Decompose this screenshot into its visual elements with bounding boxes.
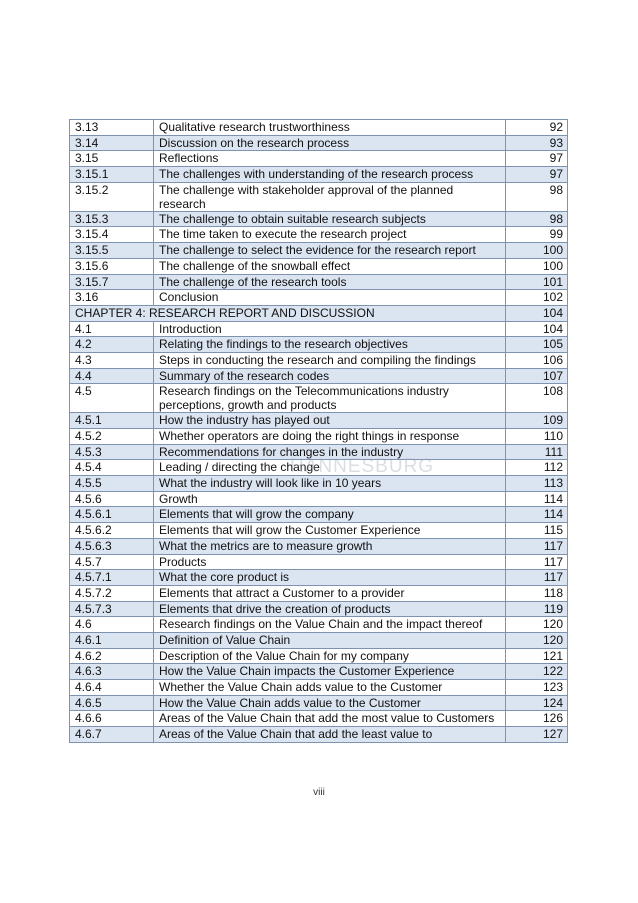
section-number: 4.5.3 [70, 444, 154, 460]
page-ref: 113 [506, 476, 568, 492]
toc-chapter-row [70, 305, 568, 321]
section-title: The challenge with stakeholder approval of the planned research [154, 182, 506, 211]
page-ref: 102 [506, 290, 568, 306]
section-number: 3.16 [70, 290, 154, 306]
section-title: Elements that attract a Customer to a provider [154, 585, 506, 601]
section-number: 4.1 [70, 321, 154, 337]
page-ref: 108 [506, 384, 568, 413]
section-number: 4.5.6.1 [70, 507, 154, 523]
section-title: Elements that drive the creation of products [154, 601, 506, 617]
page-ref: 99 [506, 227, 568, 243]
toc-row [70, 384, 568, 413]
section-number: 3.15.3 [70, 211, 154, 227]
section-number: 3.14 [70, 135, 154, 151]
section-number: 3.15.6 [70, 258, 154, 274]
section-title: Products [154, 554, 506, 570]
section-title: What the core product is [154, 570, 506, 586]
section-number: 4.5.7.2 [70, 585, 154, 601]
section-title: What the metrics are to measure growth [154, 538, 506, 554]
toc-row [70, 711, 568, 727]
page-ref: 127 [506, 727, 568, 743]
page-ref: 105 [506, 337, 568, 353]
toc-row [70, 617, 568, 633]
toc-row [70, 601, 568, 617]
page-ref: 126 [506, 711, 568, 727]
section-number: 4.5.7 [70, 554, 154, 570]
page-ref: 92 [506, 120, 568, 136]
page-ref: 112 [506, 460, 568, 476]
page-ref: 124 [506, 695, 568, 711]
section-title: The challenge to select the evidence for the research report [154, 243, 506, 259]
toc-row [70, 538, 568, 554]
page-ref: 93 [506, 135, 568, 151]
page-ref: 120 [506, 617, 568, 633]
page-ref: 117 [506, 554, 568, 570]
section-title: How the Value Chain adds value to the Customer [154, 695, 506, 711]
section-title: How the Value Chain impacts the Customer Experience [154, 664, 506, 680]
page-ref: 123 [506, 680, 568, 696]
table-of-contents [69, 119, 568, 743]
page-ref: 120 [506, 632, 568, 648]
section-title: Relating the findings to the research objectives [154, 337, 506, 353]
toc-row [70, 680, 568, 696]
section-number: 4.6.5 [70, 695, 154, 711]
toc-row [70, 135, 568, 151]
section-title: Discussion on the research process [154, 135, 506, 151]
section-number: 4.5.6.3 [70, 538, 154, 554]
page-ref: 97 [506, 151, 568, 167]
toc-row [70, 727, 568, 743]
page-number: viii [313, 787, 325, 798]
section-title: The challenge to obtain suitable research subjects [154, 211, 506, 227]
section-number: 4.6.4 [70, 680, 154, 696]
section-number: 3.15.5 [70, 243, 154, 259]
toc-row [70, 429, 568, 445]
page-ref: 104 [506, 305, 568, 321]
toc-row [70, 258, 568, 274]
page-ref: 117 [506, 538, 568, 554]
section-title: Research findings on the Value Chain and the impact thereof [154, 617, 506, 633]
page-ref: 110 [506, 429, 568, 445]
toc-row [70, 444, 568, 460]
section-number: 4.6.1 [70, 632, 154, 648]
section-number: 3.15.1 [70, 167, 154, 183]
section-title: The challenge of the research tools [154, 274, 506, 290]
section-title: Recommendations for changes in the industry [154, 444, 506, 460]
section-number: 4.5.2 [70, 429, 154, 445]
section-number: 3.15.2 [70, 182, 154, 211]
section-number: 4.5.7.1 [70, 570, 154, 586]
toc-row [70, 460, 568, 476]
section-number: 4.3 [70, 352, 154, 368]
section-number: 4.2 [70, 337, 154, 353]
section-title: Growth [154, 491, 506, 507]
page-ref: 118 [506, 585, 568, 601]
section-title: Research findings on the Telecommunications industry perceptions, growth and products [154, 384, 506, 413]
toc-row [70, 648, 568, 664]
section-number: 4.5.6.2 [70, 523, 154, 539]
page-ref: 100 [506, 243, 568, 259]
page-ref: 107 [506, 368, 568, 384]
chapter-heading: CHAPTER 4: RESEARCH REPORT AND DISCUSSION [70, 305, 506, 321]
toc-row [70, 585, 568, 601]
section-number: 4.5.5 [70, 476, 154, 492]
page-ref: 122 [506, 664, 568, 680]
section-title: Elements that will grow the Customer Experience [154, 523, 506, 539]
section-title: Description of the Value Chain for my company [154, 648, 506, 664]
section-number: 4.5.4 [70, 460, 154, 476]
section-number: 4.5.1 [70, 413, 154, 429]
section-title: Qualitative research trustworthiness [154, 120, 506, 136]
page-ref: 119 [506, 601, 568, 617]
section-number: 3.15.7 [70, 274, 154, 290]
toc-row [70, 632, 568, 648]
section-title: Areas of the Value Chain that add the most value to Customers [154, 711, 506, 727]
section-title: Summary of the research codes [154, 368, 506, 384]
page-ref: 115 [506, 523, 568, 539]
section-title: The time taken to execute the research project [154, 227, 506, 243]
toc-row [70, 413, 568, 429]
toc-row [70, 182, 568, 211]
section-number: 4.6.3 [70, 664, 154, 680]
section-number: 4.5 [70, 384, 154, 413]
section-number: 3.13 [70, 120, 154, 136]
page-ref: 98 [506, 182, 568, 211]
page-ref: 98 [506, 211, 568, 227]
toc-row [70, 664, 568, 680]
toc-row [70, 507, 568, 523]
page-ref: 117 [506, 570, 568, 586]
page-ref: 109 [506, 413, 568, 429]
toc-row [70, 211, 568, 227]
toc-row [70, 167, 568, 183]
section-title: Whether operators are doing the right things in response [154, 429, 506, 445]
toc-row [70, 352, 568, 368]
toc-row [70, 337, 568, 353]
toc-row [70, 274, 568, 290]
page-ref: 106 [506, 352, 568, 368]
section-title: Introduction [154, 321, 506, 337]
toc-row [70, 227, 568, 243]
toc-row [70, 554, 568, 570]
toc-row [70, 523, 568, 539]
section-number: 4.6 [70, 617, 154, 633]
section-number: 4.5.7.3 [70, 601, 154, 617]
section-title: Conclusion [154, 290, 506, 306]
page-ref: 114 [506, 491, 568, 507]
page-ref: 100 [506, 258, 568, 274]
toc-row [70, 695, 568, 711]
section-title: The challenge of the snowball effect [154, 258, 506, 274]
section-title: Reflections [154, 151, 506, 167]
section-title: Whether the Value Chain adds value to the Customer [154, 680, 506, 696]
page-ref: 114 [506, 507, 568, 523]
toc-body [70, 120, 568, 743]
toc-row [70, 290, 568, 306]
section-number: 4.4 [70, 368, 154, 384]
section-title: How the industry has played out [154, 413, 506, 429]
section-title: Areas of the Value Chain that add the least value to [154, 727, 506, 743]
section-number: 4.5.6 [70, 491, 154, 507]
toc-row [70, 476, 568, 492]
section-number: 3.15.4 [70, 227, 154, 243]
toc-row [70, 321, 568, 337]
page-ref: 101 [506, 274, 568, 290]
section-title: Definition of Value Chain [154, 632, 506, 648]
university-watermark: HANNESBURG [290, 456, 435, 477]
page-ref: 97 [506, 167, 568, 183]
toc-row [70, 570, 568, 586]
section-title: Elements that will grow the company [154, 507, 506, 523]
section-number: 4.6.7 [70, 727, 154, 743]
toc-row [70, 491, 568, 507]
toc-row [70, 151, 568, 167]
section-title: What the industry will look like in 10 years [154, 476, 506, 492]
toc-row [70, 368, 568, 384]
page-ref: 121 [506, 648, 568, 664]
page-ref: 111 [506, 444, 568, 460]
toc-row [70, 120, 568, 136]
section-title: The challenges with understanding of the research process [154, 167, 506, 183]
section-title: Leading / directing the change [154, 460, 506, 476]
toc-row [70, 243, 568, 259]
section-number: 3.15 [70, 151, 154, 167]
section-title: Steps in conducting the research and compiling the findings [154, 352, 506, 368]
section-number: 4.6.6 [70, 711, 154, 727]
section-number: 4.6.2 [70, 648, 154, 664]
page-ref: 104 [506, 321, 568, 337]
